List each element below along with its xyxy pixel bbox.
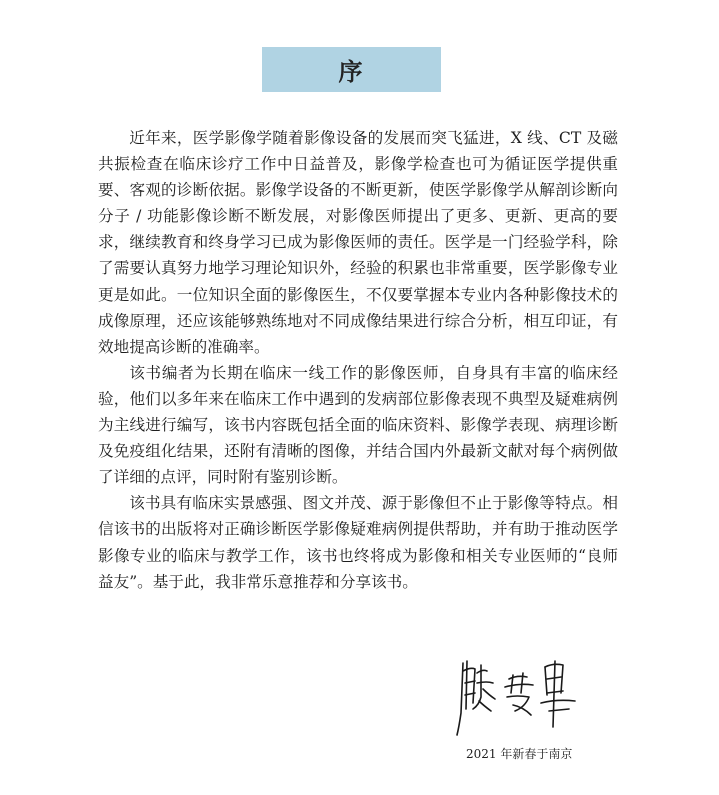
paragraph-3: 该书具有临床实景感强、图文并茂、源于影像但不止于影像等特点。相信该书的出版将对正确诊断医学影像疑难病例提供帮助，并有助于推动医学影像专业的临床与教学工作，该书也终将成为影像和相关专业医师的“良师益友”。基于此，我非常乐意推荐和分享该书。 [98,494,618,591]
paragraph-1: 近年来，医学影像学随着影像设备的发展而突飞猛进，X 线、CT 及磁共振检查在临床诊疗工作中日益普及，影像学检查也可为循证医学提供重要、客观的诊断依据。影像学设备的不断更新，使医学影像学从解剖诊断向分子 / 功能影像诊断不断发展，对影像医师提出了更多、更新、更高的要求，继续教育和终身学习已成为影像医师的责任。医学是一门经验学科，除了需要认真努力地学习理论知识外，经验的积累也非常重要，医学影像专业更是如此。一位知识全面的影像医生，不仅要掌握本专业内各种影像技术的成像原理，还应该能够熟练地对不同成像结果进行综合分析，相互印证，有效地提高诊断的准确率。 [98,129,618,356]
paragraph-2: 该书编者为长期在临床一线工作的影像医师，自身具有丰富的临床经验，他们以多年来在临床工作中遇到的发病部位影像表现不典型及疑难病例为主线进行编写，该书内容既包括全面的临床资料、影像学表现、病理诊断及免疫组化结果，还附有清晰的图像，并结合国内外最新文献对每个病例做了详细的点评，同时附有鉴别诊断。 [98,363,618,487]
preface-body [98,125,618,595]
signature-icon [453,653,593,738]
page-title: 序 [338,58,365,86]
title-banner [262,47,441,92]
date-place: 2021 年新春于南京 [466,747,573,761]
